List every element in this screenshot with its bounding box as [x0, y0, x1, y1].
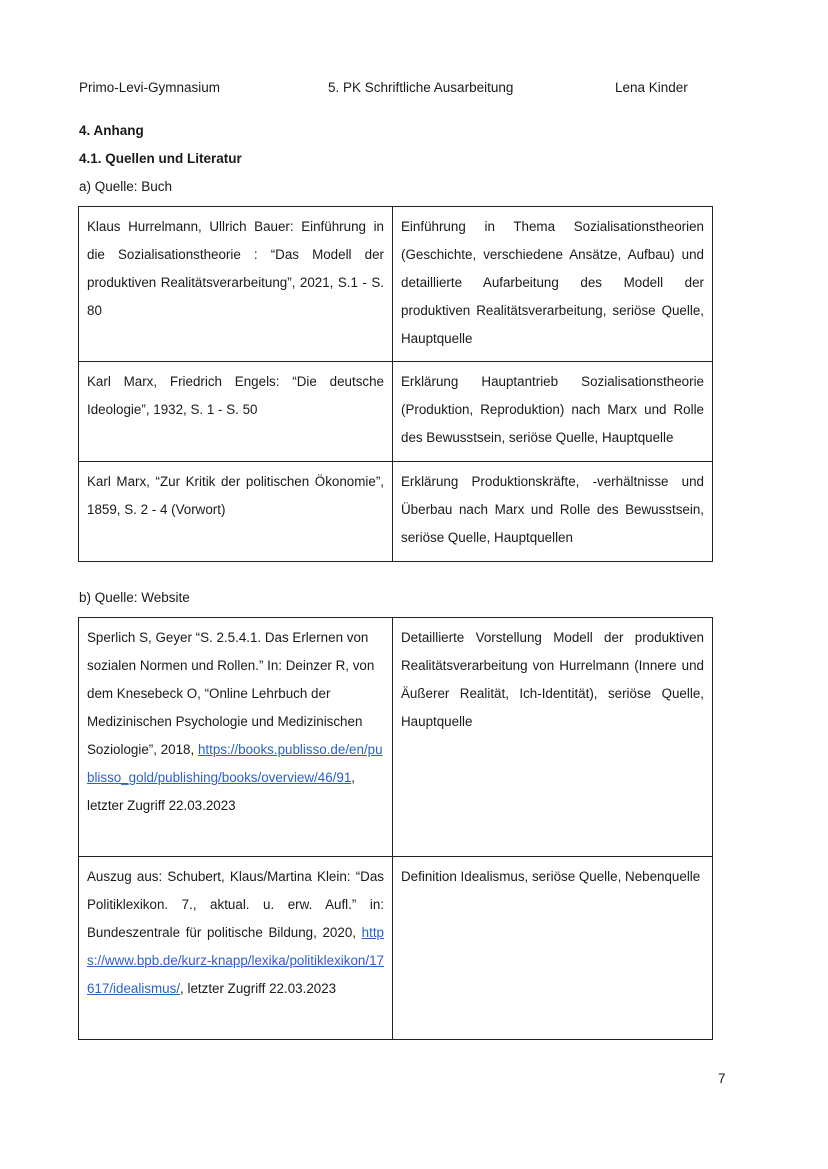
description-cell: Detaillierte Vorstellung Modell der produktiven Realitätsverarbeitung von Hurrelmann (Innere und Äußerer Realität, Ich-Identität), seriöse Quelle, Hauptquelle: [393, 618, 713, 857]
description-cell: Einführung in Thema Sozialisationstheorien (Geschichte, verschiedene Ansätze, Aufbau) und detaillierte Aufarbeitung des Modell der produktiven Realitätsverarbeitung, seriöse Quelle, Hauptquelle: [393, 207, 713, 362]
header-school: Primo-Levi-Gymnasium: [79, 80, 221, 95]
table-row: [79, 462, 713, 562]
header-author: Lena Kinder: [615, 80, 688, 95]
section-subheading: 4.1. Quellen und Literatur: [79, 151, 242, 166]
source-cell: [79, 618, 393, 857]
source-access-date: , letzter Zugriff 22.03.2023: [180, 981, 337, 996]
description-cell: Erklärung Hauptantrieb Sozialisationstheorie (Produktion, Reproduktion) nach Marx und Rolle des Bewusstsein, seriöse Quelle, Hauptquelle: [393, 362, 713, 462]
table-row: [79, 362, 713, 462]
websites-label: b) Quelle: Website: [79, 590, 190, 605]
page-header: [79, 80, 719, 98]
books-table: [78, 206, 713, 562]
source-link[interactable]: https://books.publisso.de/en/publisso_gold/publishing/books/overview/46/91: [87, 742, 383, 785]
source-cell: Klaus Hurrelmann, Ullrich Bauer: Einführung in die Sozialisationstheorie : “Das Modell der produktiven Realitätsverarbeitung”, 2021, S.1 - S. 80: [79, 207, 393, 362]
source-text: Sperlich S, Geyer “S. 2.5.4.1. Das Erlernen von sozialen Normen und Rollen.” In: Deinzer R, von dem Knesebeck O, “Online Lehrbuch der Medizinischen Psychologie und Medizinischen Soziologie”, 2018,: [87, 630, 375, 757]
description-cell: Definition Idealismus, seriöse Quelle, Nebenquelle: [393, 857, 713, 1040]
source-cell: Karl Marx, “Zur Kritik der politischen Ökonomie”, 1859, S. 2 - 4 (Vorwort): [79, 462, 393, 562]
description-cell: Erklärung Produktionskräfte, -verhältnisse und Überbau nach Marx und Rolle des Bewusstsein, seriöse Quelle, Hauptquellen: [393, 462, 713, 562]
source-link[interactable]: https://www.bpb.de/kurz-knapp/lexika/politiklexikon/17617/idealismus/: [87, 925, 384, 996]
header-title: 5. PK Schriftliche Ausarbeitung: [328, 80, 514, 95]
websites-table: [78, 617, 713, 1040]
section-heading: 4. Anhang: [79, 123, 144, 138]
source-cell: [79, 857, 393, 1040]
source-text: Auszug aus: Schubert, Klaus/Martina Klein: “Das Politiklexikon. 7., aktual. u. erw. Aufl.” in: Bundeszentrale für politische Bildung, 2020,: [87, 869, 384, 940]
source-access-date: , letzter Zugriff 22.03.2023: [87, 770, 355, 813]
page-number: 7: [718, 1071, 726, 1086]
source-cell: Karl Marx, Friedrich Engels: “Die deutsche Ideologie”, 1932, S. 1 - S. 50: [79, 362, 393, 462]
table-row: [79, 207, 713, 362]
books-label: a) Quelle: Buch: [79, 179, 173, 194]
table-row: [79, 857, 713, 1040]
table-row: [79, 618, 713, 857]
